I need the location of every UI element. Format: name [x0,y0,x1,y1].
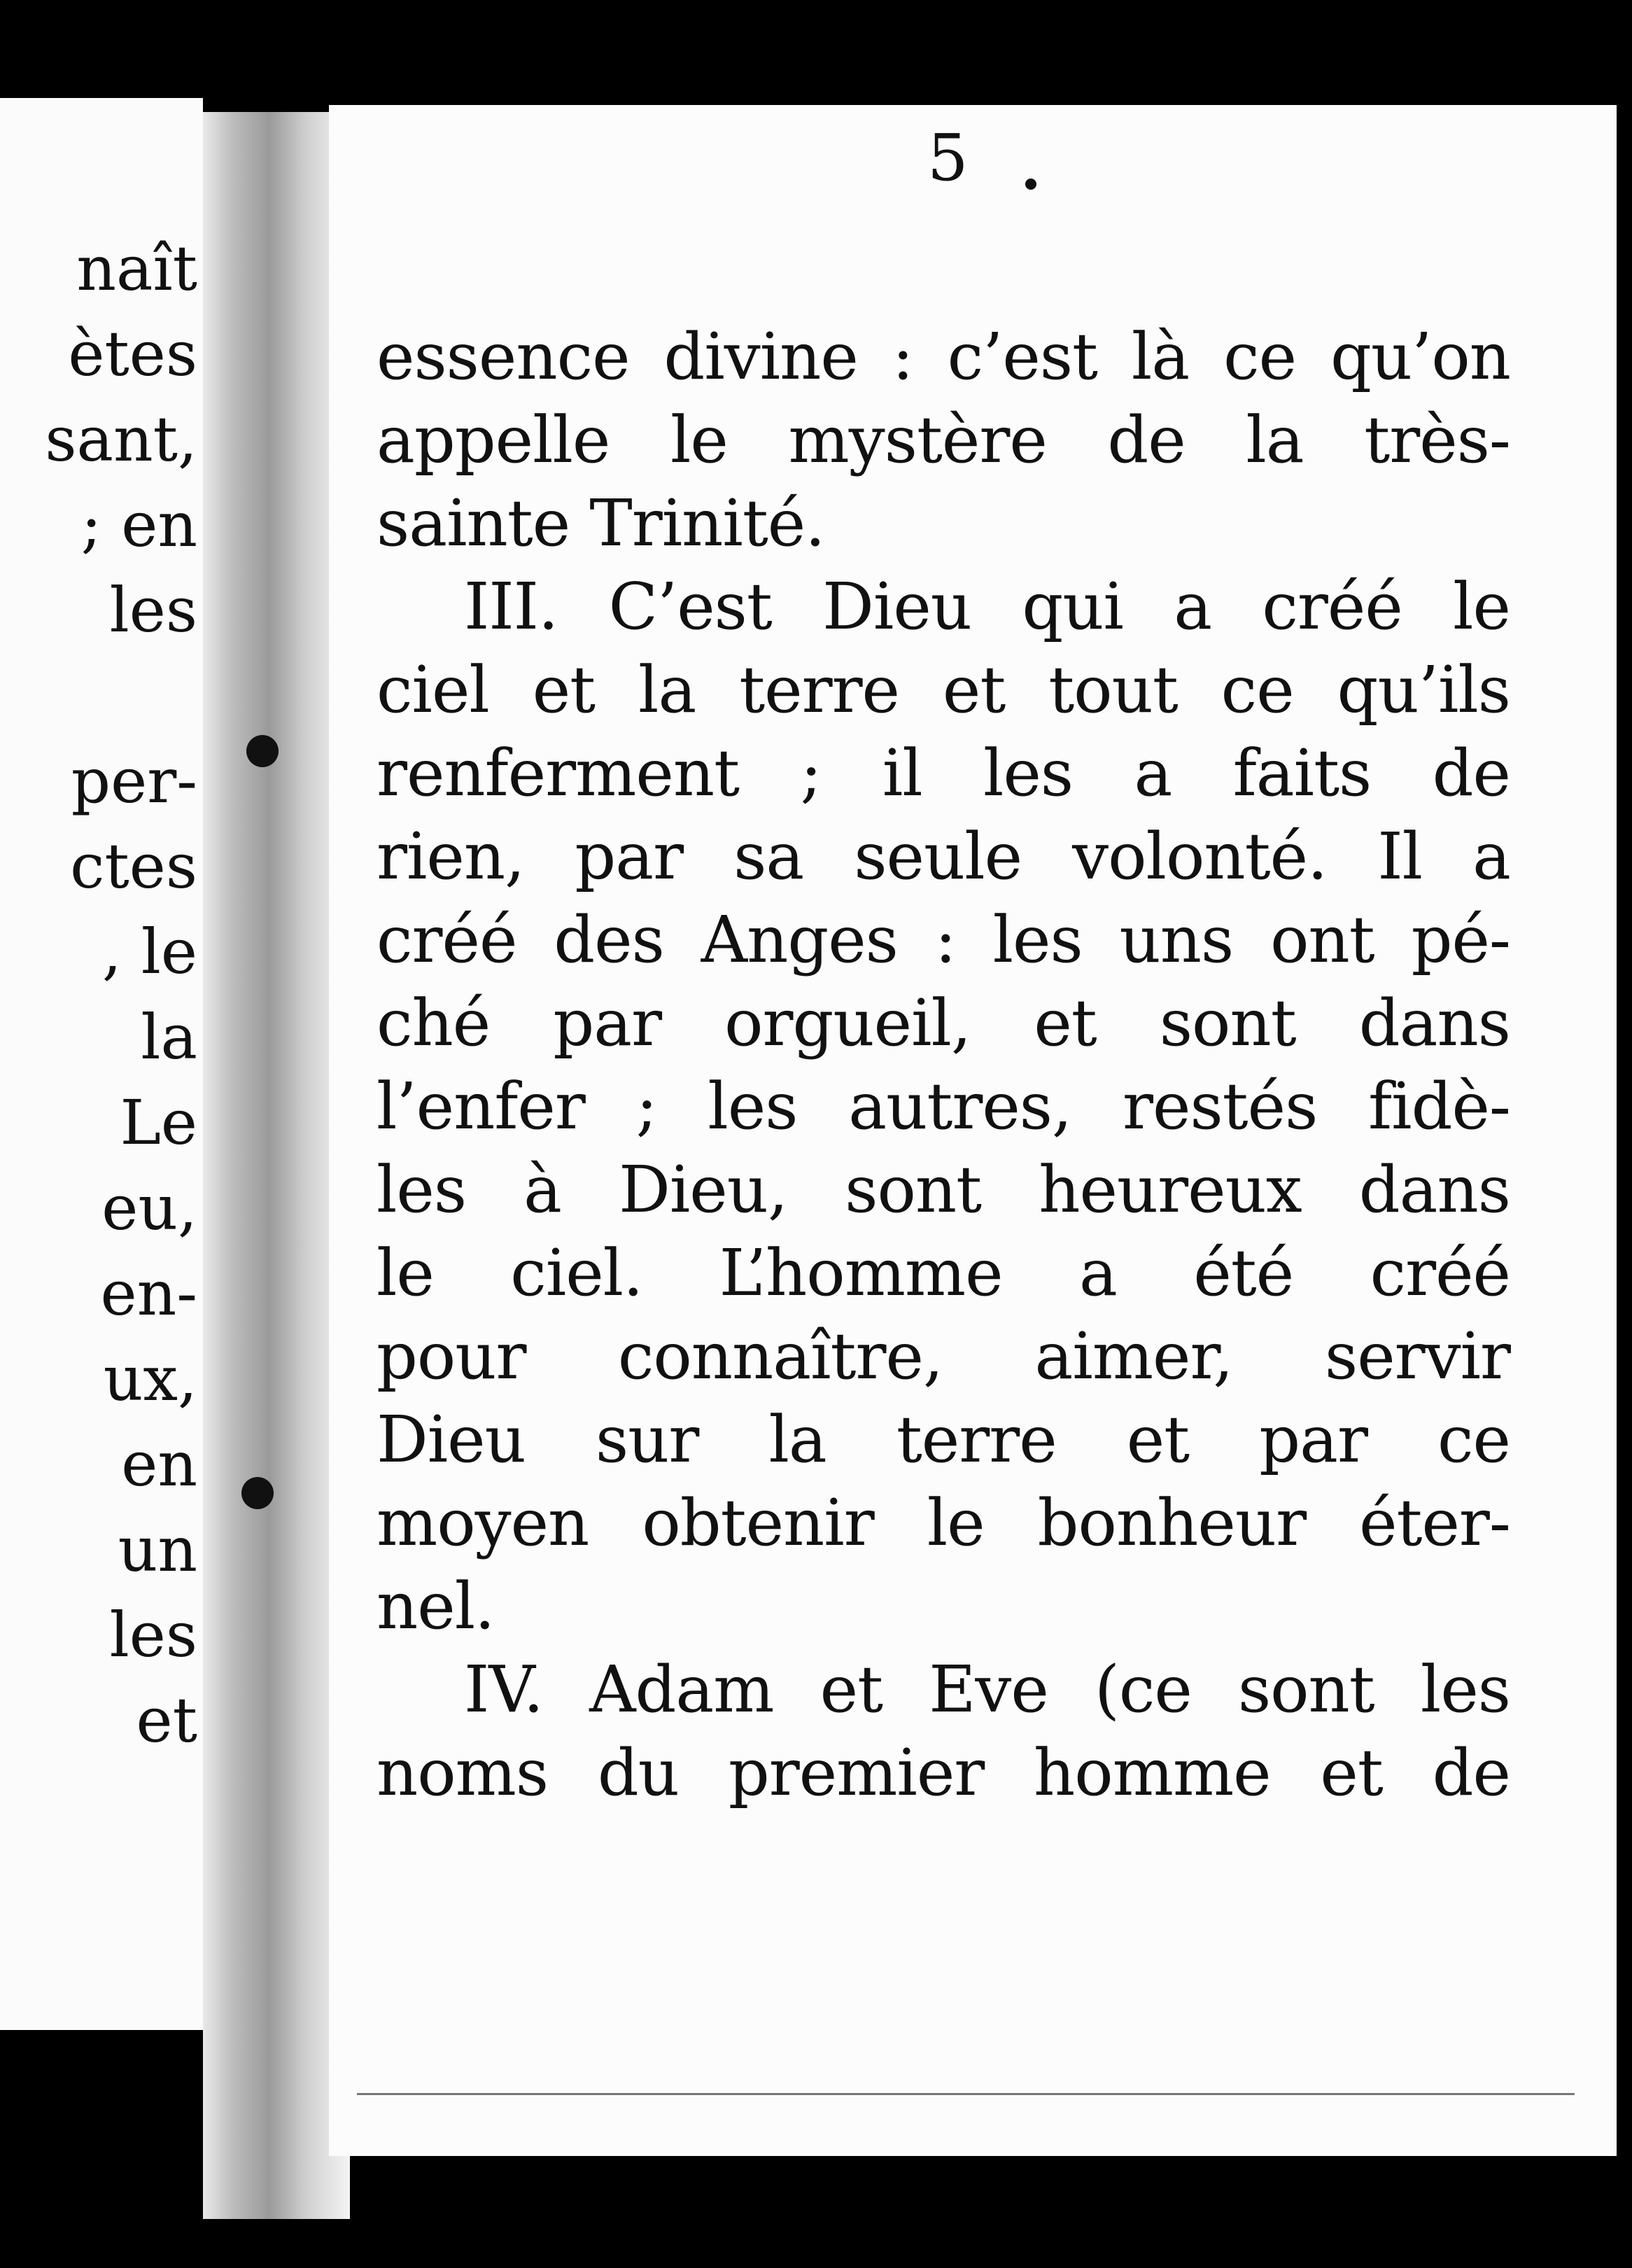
page-bottom-rule [357,2093,1575,2095]
paragraph [377,565,1510,1648]
left-page-line: Le [120,1086,197,1158]
text-line: pour connaître, aimer, servir [377,1319,1510,1394]
text-line: rien, par sa seule volonté. Il a [377,819,1510,894]
left-page-line: ètes [68,318,197,390]
text-line: créé des Anges : les uns ont pé- [377,902,1510,977]
text-line: les à Dieu, sont heureux dans [377,1152,1510,1227]
left-page-line: en [121,1428,197,1500]
binding-hole [246,735,279,767]
left-page-line: ctes [70,830,197,902]
page-number-dot [1025,178,1036,190]
left-page-line: un [118,1513,197,1586]
text-line: Dieu sur la terre et par ce [377,1402,1510,1477]
text-line: noms du premier homme et de [377,1735,1510,1810]
left-page-line: en- [100,1257,197,1329]
left-page-line: la [141,1001,197,1073]
left-page-fragment [0,98,203,2030]
left-page-line: les [109,1599,197,1671]
left-page-line: naît [76,232,197,304]
text-line: essence divine : c’est là ce qu’on [377,319,1510,394]
left-page-line: ux, [103,1343,197,1415]
right-page [329,105,1617,2156]
text-line: ché par orgueil, et sont dans [377,986,1510,1060]
left-page-line: eu, [101,1172,197,1244]
left-page-line: , le [101,916,197,988]
text-line: appelle le mystère de la très- [377,402,1510,477]
left-page-line: sant, [45,403,197,475]
paragraph [377,315,1510,565]
left-page-line: per- [71,745,197,817]
text-line: sainte Trinité. [377,486,825,561]
text-line: le ciel. L’homme a été créé [377,1236,1510,1310]
left-page-line: et [136,1684,197,1756]
text-line: renferment ; il les a faits de [377,736,1510,811]
book-gutter [203,112,350,2219]
page-body-text [377,315,1510,1814]
text-line: moyen obtenir le bonheur éter- [377,1485,1510,1560]
text-line: nel. [377,1569,495,1644]
text-line: IV. Adam et Eve (ce sont les [464,1652,1510,1727]
paragraph [377,1648,1510,1814]
left-page-line: ; en [80,489,197,561]
text-line: ciel et la terre et tout ce qu’ils [377,652,1510,727]
text-line: l’enfer ; les autres, restés fidè- [377,1069,1510,1144]
binding-hole [241,1477,274,1509]
text-line: III. C’est Dieu qui a créé le [464,569,1510,644]
page-number: 5 [927,120,969,195]
left-page-line: les [109,574,197,646]
